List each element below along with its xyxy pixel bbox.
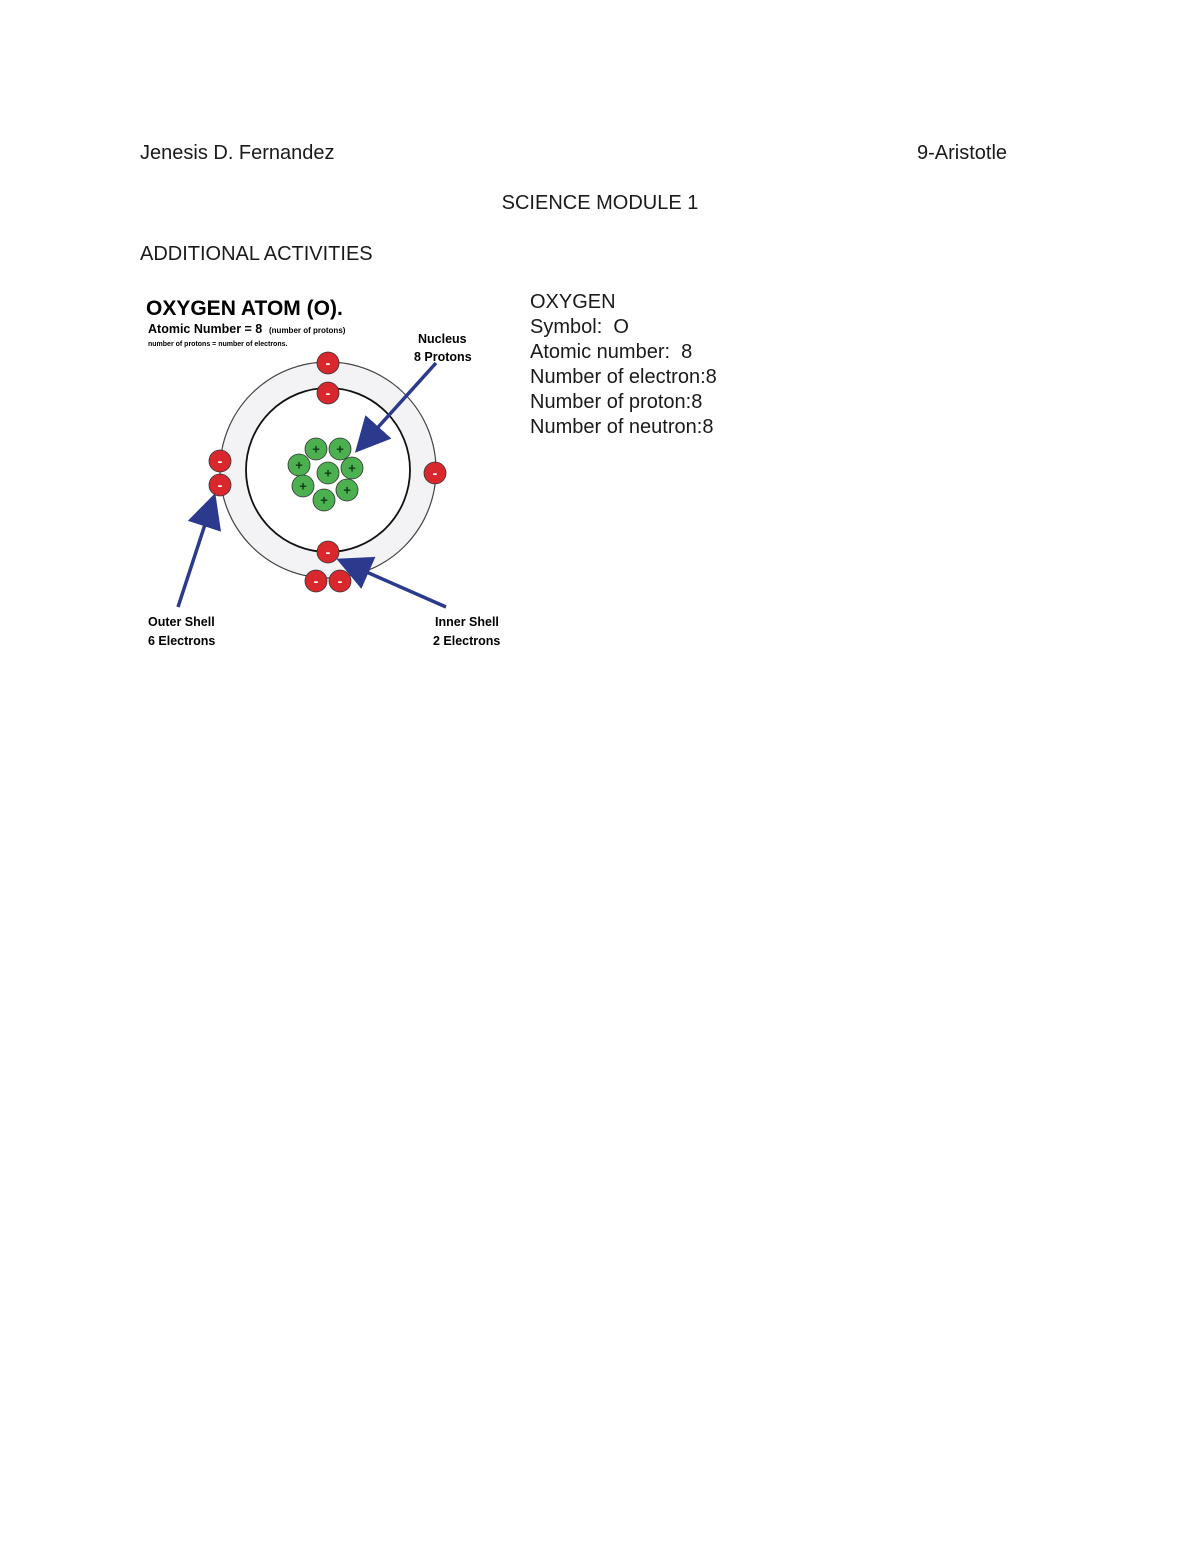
nucleus-label: Nucleus — [418, 332, 467, 346]
inner-shell-electrons-label: 2 Electrons — [433, 634, 501, 648]
inner-electron — [317, 541, 339, 563]
outer-shell-electrons-label: 6 Electrons — [148, 634, 216, 648]
element-info — [530, 290, 717, 440]
outer-electron — [424, 462, 446, 484]
element-neutron-count: Number of neutron:8 — [530, 416, 714, 438]
svg-text:-: - — [325, 355, 331, 372]
outer-electron — [209, 450, 231, 472]
svg-text:+: + — [299, 478, 307, 494]
proton — [341, 457, 363, 479]
element-symbol: Symbol: O — [530, 316, 629, 338]
outer-electron — [329, 570, 351, 592]
outer-electron — [305, 570, 327, 592]
svg-text:-: - — [432, 465, 438, 482]
outer-electron — [209, 474, 231, 496]
proton — [329, 438, 351, 460]
protons-electrons-note: number of protons = number of electrons. — [148, 341, 288, 348]
diagram-title: OXYGEN ATOM (O). — [146, 297, 343, 320]
svg-text:-: - — [325, 385, 331, 402]
svg-text:-: - — [217, 477, 223, 494]
svg-text:-: - — [337, 573, 343, 590]
proton — [292, 475, 314, 497]
outer-electron — [317, 352, 339, 374]
outer-shell-label: Outer Shell — [148, 615, 215, 629]
element-name: OXYGEN — [530, 291, 616, 313]
proton — [317, 462, 339, 484]
svg-text:-: - — [325, 544, 331, 561]
element-proton-count: Number of proton:8 — [530, 391, 703, 413]
nucleus-protons-label: 8 Protons — [414, 350, 472, 364]
student-name: Jenesis D. Fernandez — [140, 142, 335, 164]
element-electron-count: Number of electron:8 — [530, 366, 717, 388]
element-atomic-number: Atomic number: 8 — [530, 341, 693, 363]
svg-text:+: + — [320, 492, 328, 508]
proton — [288, 454, 310, 476]
inner-shell-arrow — [346, 563, 446, 607]
inner-electron — [317, 382, 339, 404]
atomic-number-note: (number of protons) — [269, 326, 346, 335]
svg-text:+: + — [312, 441, 320, 457]
svg-text:+: + — [348, 460, 356, 476]
svg-text:-: - — [313, 573, 319, 590]
svg-text:+: + — [324, 465, 332, 481]
proton — [313, 489, 335, 511]
atomic-number-label: Atomic Number = 8 — [148, 322, 263, 336]
oxygen-atom-diagram — [140, 285, 520, 660]
atom-diagram-svg — [140, 285, 520, 660]
svg-text:+: + — [343, 482, 351, 498]
inner-shell-label: Inner Shell — [435, 615, 499, 629]
svg-text:-: - — [217, 453, 223, 470]
svg-text:+: + — [295, 457, 303, 473]
proton — [305, 438, 327, 460]
activity-heading: ADDITIONAL ACTIVITIES — [140, 243, 373, 265]
svg-text:+: + — [336, 441, 344, 457]
proton — [336, 479, 358, 501]
section-name: 9-Aristotle — [917, 142, 1008, 164]
outer-shell-arrow — [178, 503, 212, 607]
module-title: SCIENCE MODULE 1 — [501, 192, 699, 214]
